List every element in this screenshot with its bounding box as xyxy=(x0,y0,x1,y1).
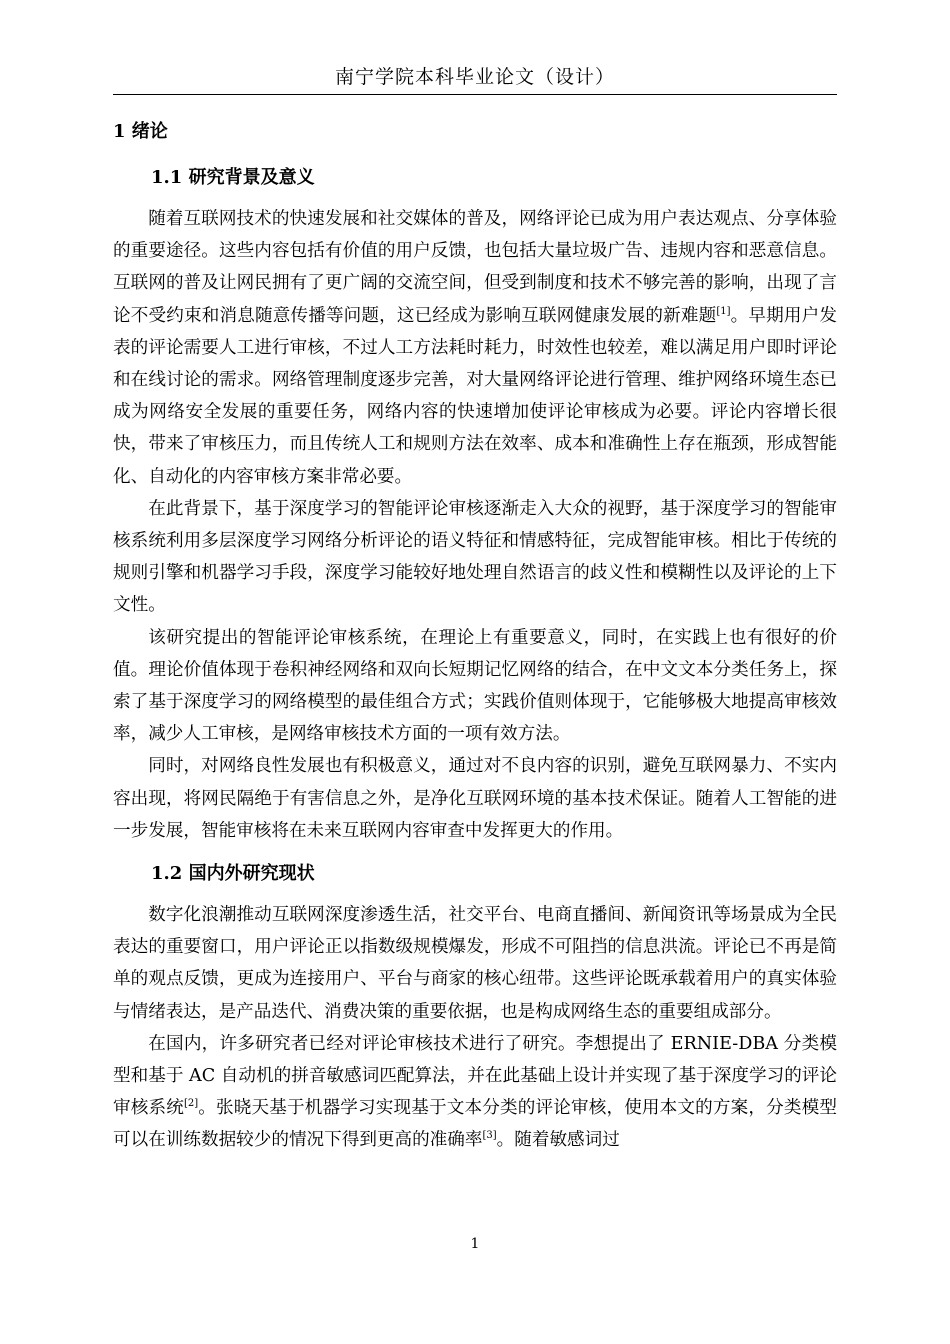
section-heading-1-2: 1.2 国内外研究现状 xyxy=(151,863,315,885)
page-number: 1 xyxy=(470,1236,480,1252)
chapter-heading: 1 绪论 xyxy=(113,121,168,142)
paragraph xyxy=(113,1028,837,1157)
paragraph-text: 。张晓天基于机器学习实现基于文本分类的评论审核，使用本文的方案，分类模型可以在训练数据较少的情况下得到更高的准确率 xyxy=(113,1098,837,1151)
page-body xyxy=(113,117,837,1157)
paragraph: 同时，对网络良性发展也有积极意义，通过对不良内容的识别，避免互联网暴力、不实内容出现，将网民隔绝于有害信息之外，是净化互联网环境的基本技术保证。随着人工智能的进一步发展，智能审核将在未来互联网内容审查中发挥更大的作用。 xyxy=(113,756,837,841)
section-heading-1-1: 1.1 研究背景及意义 xyxy=(151,167,315,188)
paragraph: 在此背景下，基于深度学习的智能评论审核逐渐走入大众的视野，基于深度学习的智能审核系统利用多层深度学习网络分析评论的语义特征和情感特征，完成智能审核。相比于传统的规则引擎和机器学习手段，深度学习能较好地处理自然语言的歧义性和模糊性以及评论的上下文性。 xyxy=(113,498,837,616)
paragraph: 数字化浪潮推动互联网深度渗透生活，社交平台、电商直播间、新闻资讯等场景成为全民表达的重要窗口，用户评论正以指数级规模爆发，形成不可阻挡的信息洪流。评论已不再是简单的观点反馈，更成为连接用户、平台与商家的核心纽带。这些评论既承载着用户的真实体验与情绪表达，是产品迭代、消费决策的重要依据，也是构成网络生态的重要组成部分。 xyxy=(113,905,837,1022)
paragraph-text: 在国内，许多研究者已经对评论审核技术进行了研究。李想提出了 ERNIE-DBA 分类模型和基于 AC 自动机的拼音敏感词匹配算法，并在此基础上设计并实现了基于深度学习的评论审核系统 xyxy=(113,1033,837,1119)
citation-ref: [3] xyxy=(482,1130,497,1142)
page-header: 南宁学院本科毕业论文（设计） xyxy=(334,66,615,88)
paragraph: 该研究提出的智能评论审核系统，在理论上有重要意义，同时，在实践上也有很好的价值。理论价值体现于卷积神经网络和双向长短期记忆网络的结合，在中文文本分类任务上，探索了基于深度学习的网络模型的最佳组合方式；实践价值则体现于，它能够极大地提高审核效率，减少人工审核，是网络审核技术方面的一项有效方法。 xyxy=(113,627,837,745)
paragraph-text: 。早期用户发表的评论需要人工进行审核，不过人工方法耗时耗力，时效性也较差，难以满足用户即时评论和在线讨论的需求。网络管理制度逐步完善，对大量网络评论进行管理、维护网络环境生态已成为网络安全发展的重要任务，网络内容的快速增加使评论审核成为必要。评论内容增长很快，带来了审核压力，而且传统人工和规则方法在效率、成本和准确性上存在瓶颈，形成智能化、自动化的内容审核方案非常必要。 xyxy=(113,305,837,487)
paragraph xyxy=(113,203,837,493)
paragraph-text: 。随着敏感词过 xyxy=(496,1130,620,1151)
citation-ref: [2] xyxy=(183,1098,199,1110)
header-rule xyxy=(113,94,837,95)
citation-ref: [1] xyxy=(716,305,731,317)
paragraph-text: 随着互联网技术的快速发展和社交媒体的普及，网络评论已成为用户表达观点、分享体验的重要途径。这些内容包括有价值的用户反馈，也包括大量垃圾广告、违规内容和恶意信息。互联网的普及让网民拥有了更广阔的交流空间，但受到制度和技术不够完善的影响，出现了言论不受约束和消息随意传播等问题，这已经成为影响互联网健康发展的新难题 xyxy=(113,209,837,326)
